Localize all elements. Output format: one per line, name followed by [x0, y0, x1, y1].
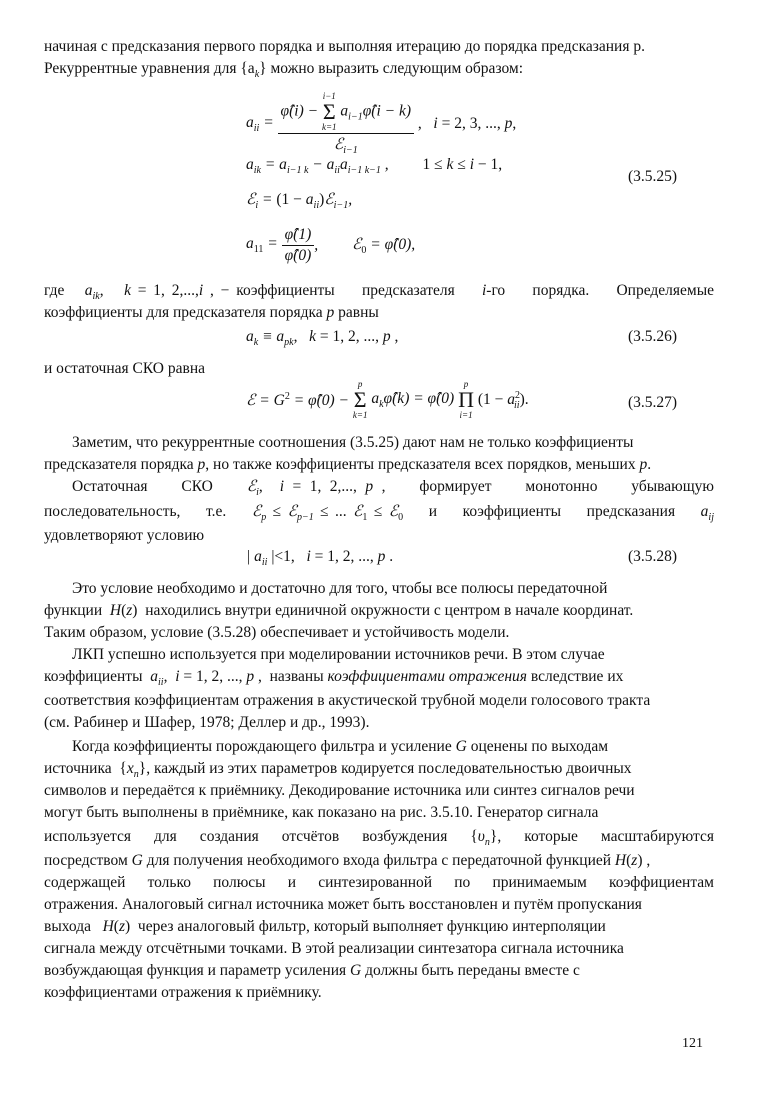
- resid-line: и остаточная СКО равна: [44, 360, 206, 377]
- mono-line-2: последовательность, т.е. ℰ$_p$ ≤ ℰ$_{p-1}$ ≤ ... ℰ$_1$ ≤ ℰ$_0$ и коэффициенты предсказания $a_{ij}$: [44, 503, 714, 524]
- lpc-line-3: соответствия коэффициентам отражения в акустической трубной модели голосового тракта: [44, 692, 651, 709]
- intro-line-2: Рекуррентные уравнения для $\{a_k\}$ можно выразить следующим образом:: [44, 60, 524, 81]
- synth-line-11: возбуждающая функция и параметр усиления G должны быть переданы вместе с: [44, 962, 580, 979]
- stab-line-1: Это условие необходимо и достаточно для того, чтобы все полюсы передаточной: [72, 580, 608, 597]
- eq-3-5-28: | $a_{ii}$ |<1, i = 1, 2, ..., p .: [246, 548, 394, 569]
- note-line-2: предсказателя порядка p, но также коэффициенты предсказателя всех порядков, меньших p.: [44, 456, 652, 473]
- intro-line-1: начиная с предсказания первого порядка и выполняя итерацию до порядка предсказания p.: [44, 38, 645, 55]
- synth-line-7: содержащей только полюсы и синтезированной по принимаемым коэффициентам: [44, 874, 714, 891]
- where-line-1: где $a_{ik}$, k = 1, 2,...,i , − коэффициенты предсказателя i-го порядка. Определяемые: [44, 282, 715, 303]
- eq-3-5-27: ℰ = $G^2$ = φ̂(0) − p Σ k=1 $a_k\varphî(k)$ = φ̂(0) p Π i=1 $(1 - a^2_{ii})$.: [246, 379, 529, 420]
- synth-line-9: выхода H(z) через аналоговый фильтр, который выполняет функцию интерполяции: [44, 918, 606, 935]
- synth-line-4: могут быть выполнены в приёмнике, как показано на рис. 3.5.10. Генератор сигнала: [44, 804, 599, 821]
- stab-line-3: Таким образом, условие (3.5.28) обеспечивает и устойчивость модели.: [44, 624, 510, 641]
- eq-3-5-28-number: (3.5.28): [628, 548, 678, 565]
- synth-line-5: используется для создания отсчётов возбуждения $\{\upsilon_n\}$, которые масштабируются: [44, 828, 714, 849]
- lpc-line-2: коэффициенты $a_{ii}$, i = 1, 2, ..., p , названы коэффициентами отражения вследствие их: [44, 668, 624, 689]
- stab-line-2: функции H(z) находились внутри единичной окружности с центром в начале координат.: [44, 602, 634, 619]
- mono-line-1: Остаточная СКО ℰ$_i$, i = 1, 2,..., p , формирует монотонно убывающую: [72, 478, 714, 499]
- synth-line-10: сигнала между отсчётными точками. В этой реализации синтезатора сигнала источника: [44, 940, 624, 957]
- eq-3-5-27-number: (3.5.27): [628, 394, 678, 411]
- eq-3-5-25-line-1: $a_{ii}$ = φ̂(i) − i−1 Σ k=1 $a_{i-1}\varphî(i - k)$ ℰ$_{i-1}$ , i = 2, 3, ..., p,: [246, 91, 517, 157]
- synth-line-6: посредством G для получения необходимого входа фильтра с передаточной функцией H(z) ,: [44, 852, 651, 869]
- synth-line-3: символов и передаётся к приёмнику. Декодирование источника или синтез сигналов речи: [44, 782, 635, 799]
- eq-3-5-25-line-4: $a_{11}$ = $\frac{\varphî(1)}{\varphî(0)}$ , ℰ$_0$ = φ̂(0),: [246, 226, 416, 264]
- eq-3-5-26-number: (3.5.26): [628, 328, 678, 345]
- synth-line-8: отражения. Аналоговый сигнал источника может быть восстановлен и путём пропускания: [44, 896, 642, 913]
- page-number: 121: [682, 1036, 703, 1051]
- synth-line-2: источника $\{x_n\}$, каждый из этих параметров кодируется последовательностью двоичных: [44, 760, 632, 781]
- synth-line-1: Когда коэффициенты порождающего фильтра и усиление G оценены по выходам: [72, 738, 609, 755]
- synth-line-12: коэффициентами отражения к приёмнику.: [44, 984, 322, 1001]
- eq-3-5-25-line-2: $a_{ik} = a_{i-1 k} - a_{ii}a_{i-1 k-1}$ , 1 ≤ k ≤ i − 1,: [246, 156, 503, 177]
- eq-3-5-26: $a_k \equiv a_{pk}$, k = 1, 2, ..., p ,: [246, 328, 399, 349]
- note-line-1: Заметим, что рекуррентные соотношения (3.5.25) дают нам не только коэффициенты: [72, 434, 634, 451]
- lpc-line-1: ЛКП успешно используется при моделировании источников речи. В этом случае: [72, 646, 605, 663]
- lpc-line-4: (см. Рабинер и Шафер, 1978; Деллер и др., 1993).: [44, 714, 370, 731]
- mono-line-3: удовлетворяют условию: [44, 527, 205, 544]
- eq-3-5-25-line-3: ℰ$_i$ = $(1 - a_{ii})ℰ_{i-1}$,: [246, 191, 353, 212]
- where-line-2: коэффициенты для предсказателя порядка p равны: [44, 304, 379, 321]
- eq-3-5-25-number: (3.5.25): [628, 168, 678, 185]
